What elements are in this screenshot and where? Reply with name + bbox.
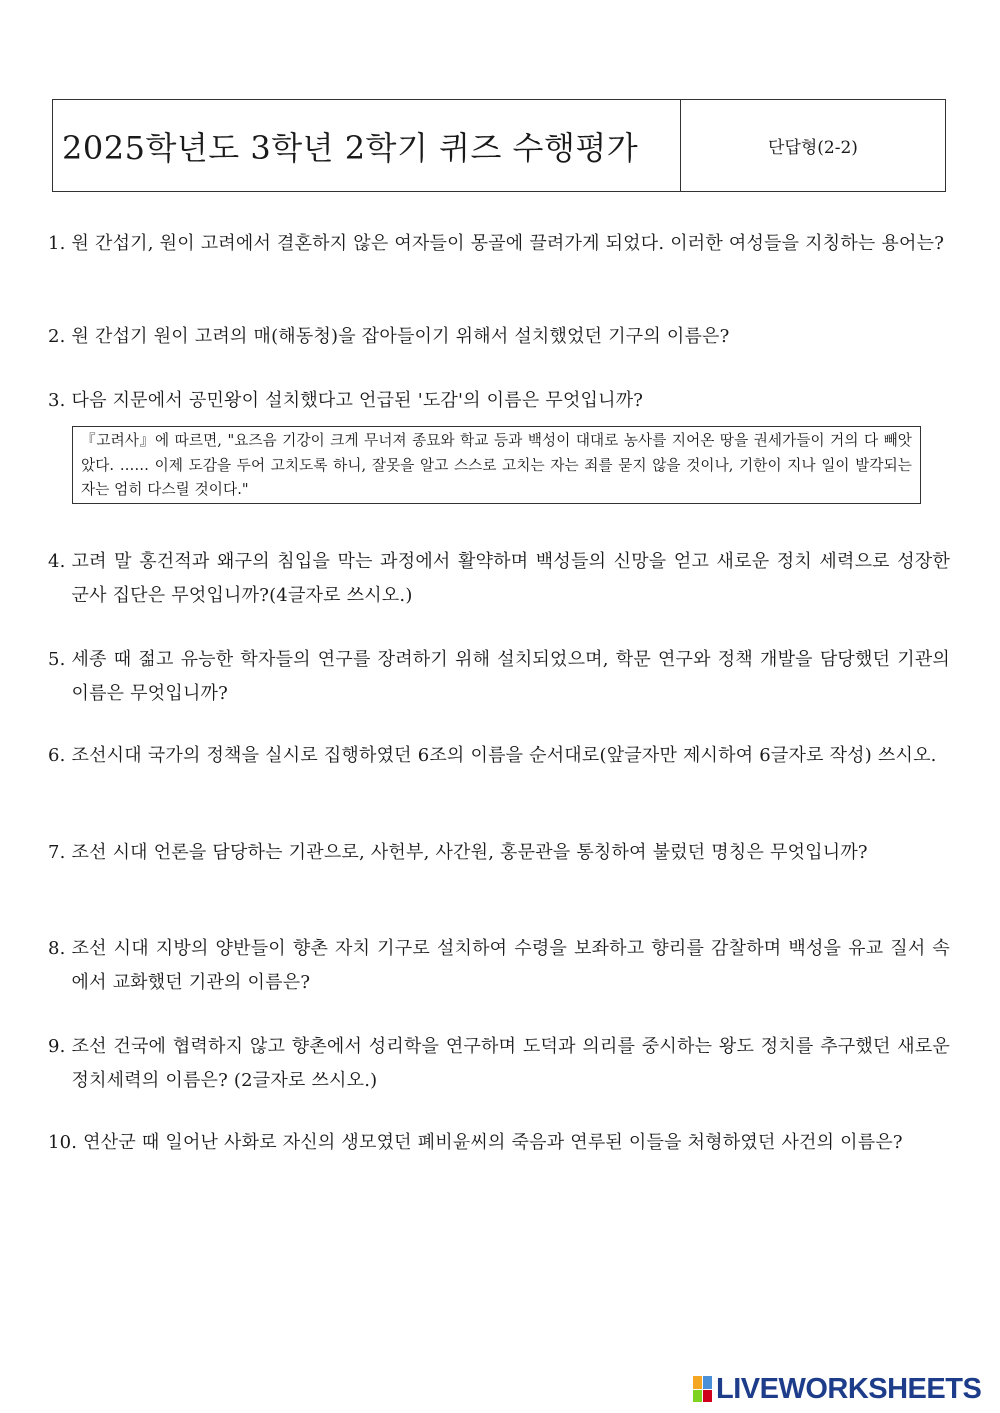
- question-text: 고려 말 홍건적과 왜구의 침입을 막는 과정에서 활약하며 백성들의 신망을 얻고 새로운 정치 세력으로 성장한 군사 집단은 무엇입니까?(4글자로 쓰시오.): [71, 551, 950, 606]
- quiz-title: 2025학년도 3학년 2학기 퀴즈 수행평가: [53, 100, 681, 191]
- question-4: [48, 545, 950, 613]
- question-6: [48, 739, 950, 773]
- question-text: 원 간섭기 원이 고려의 매(해동청)을 잡아들이기 위해서 설치했었던 기구의 이름은?: [71, 326, 730, 347]
- question-9: [48, 1030, 950, 1098]
- question-text: 조선 건국에 협력하지 않고 향촌에서 성리학을 연구하며 도덕과 의리를 중시하는 왕도 정치를 추구했던 새로운 정치세력의 이름은? (2글자로 쓰시오.): [71, 1036, 950, 1091]
- source-passage: 『고려사』에 따르면, "요즈음 기강이 크게 무너져 종묘와 학교 등과 백성이 대대로 농사를 지어온 땅을 권세가들이 거의 다 빼앗았다. …… 이제 도감을 두어 고치도록 하니, 잘못을 알고 스스로 고치는 자는 죄를 묻지 않을 것이나, 기한이 지나 일이 발각되는 자는 엄히 다스릴 것이다.": [72, 426, 921, 504]
- question-type-label: 단답형(2-2): [768, 138, 858, 158]
- question-7: [48, 836, 950, 870]
- question-text: 연산군 때 일어난 사화로 자신의 생모였던 폐비윤씨의 죽음과 연루된 이들을 처형하였던 사건의 이름은?: [83, 1132, 903, 1153]
- question-text: 다음 지문에서 공민왕이 설치했다고 언급된 '도감'의 이름은 무엇입니까?: [71, 390, 644, 411]
- question-number: 10.: [48, 1132, 84, 1153]
- question-text: 조선시대 국가의 정책을 실시로 집행하였던 6조의 이름을 순서대로(앞글자만 제시하여 6글자로 작성) 쓰시오.: [71, 745, 937, 766]
- logo-square: [703, 1390, 712, 1403]
- question-8: [48, 932, 950, 1000]
- question-number: 8.: [48, 938, 72, 959]
- question-1: [48, 227, 950, 261]
- question-number: 9.: [48, 1036, 72, 1057]
- question-number: 4.: [48, 551, 72, 572]
- liveworksheets-logo: [693, 1373, 981, 1405]
- question-text: 조선 시대 지방의 양반들이 향촌 자치 기구로 설치하여 수령을 보좌하고 향리를 감찰하며 백성을 유교 질서 속에서 교화했던 기관의 이름은?: [71, 938, 950, 993]
- question-number: 5.: [48, 649, 72, 670]
- question-10: [48, 1126, 950, 1160]
- question-number: 6.: [48, 745, 72, 766]
- logo-mark-icon: [693, 1376, 712, 1402]
- logo-square: [693, 1390, 702, 1403]
- quiz-header: [52, 99, 946, 192]
- logo-text: LIVEWORKSHEETS: [716, 1372, 982, 1405]
- question-text: 원 간섭기, 원이 고려에서 결혼하지 않은 여자들이 몽골에 끌려가게 되었다. 이러한 여성들을 지칭하는 용어는?: [71, 233, 945, 254]
- logo-square: [703, 1376, 712, 1389]
- question-number: 2.: [48, 326, 72, 347]
- question-2: [48, 320, 950, 354]
- logo-square: [693, 1376, 702, 1389]
- question-number: 7.: [48, 842, 72, 863]
- question-3: [48, 384, 950, 418]
- question-text: 세종 때 젊고 유능한 학자들의 연구를 장려하기 위해 설치되었으며, 학문 연구와 정책 개발을 담당했던 기관의 이름은 무엇입니까?: [71, 649, 950, 704]
- question-text: 조선 시대 언론을 담당하는 기관으로, 사헌부, 사간원, 홍문관을 통칭하여 불렀던 명칭은 무엇입니까?: [71, 842, 868, 863]
- question-number: 3.: [48, 390, 72, 411]
- question-number: 1.: [48, 233, 72, 254]
- question-5: [48, 643, 950, 711]
